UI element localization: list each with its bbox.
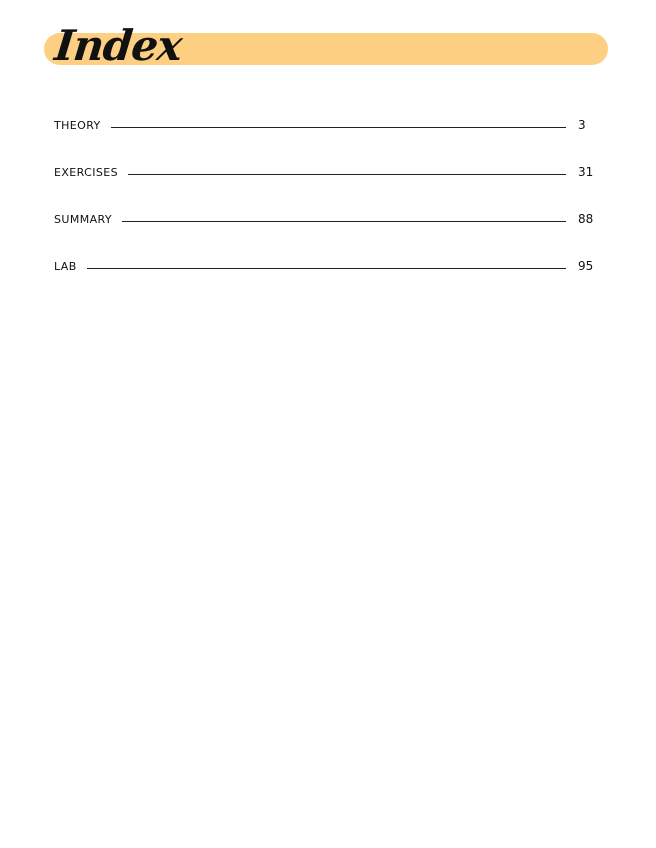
toc-page-number: 31 — [578, 165, 594, 179]
toc-entry-lab[interactable] — [54, 253, 596, 279]
toc-leader-line — [122, 221, 566, 222]
toc-page-number: 3 — [578, 118, 586, 132]
toc-entry-summary[interactable] — [54, 206, 596, 232]
page-title: Index — [52, 21, 184, 70]
toc-entry-theory[interactable] — [54, 112, 596, 138]
toc-entry-label: THEORY — [54, 118, 101, 132]
toc-entry-label: EXERCISES — [54, 165, 118, 179]
toc-leader-line — [111, 127, 566, 128]
toc-entry-exercises[interactable] — [54, 159, 596, 185]
toc-leader-line — [87, 268, 566, 269]
toc-page-number: 88 — [578, 212, 594, 226]
toc-entry-label: LAB — [54, 259, 77, 273]
toc-entry-label: SUMMARY — [54, 212, 112, 226]
table-of-contents — [54, 112, 596, 300]
toc-leader-line — [128, 174, 566, 175]
toc-page-number: 95 — [578, 259, 594, 273]
